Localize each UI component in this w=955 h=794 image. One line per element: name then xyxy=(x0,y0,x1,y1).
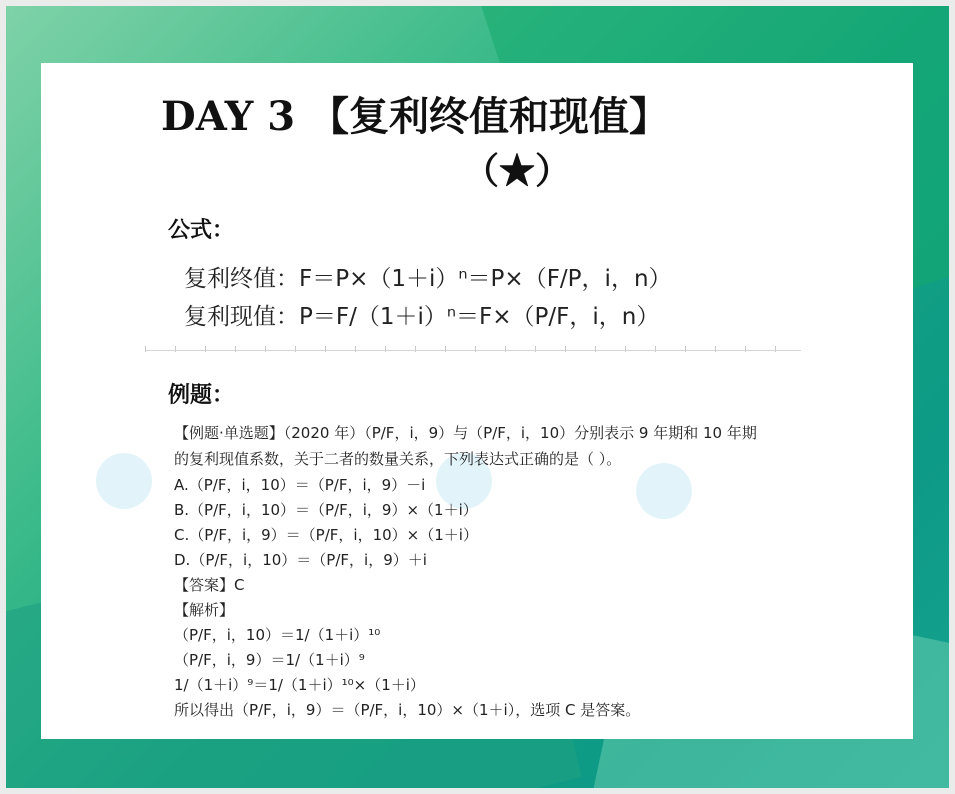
conclusion-line: 所以得出（P/F，i，9）＝（P/F，i，10）×（1＋i），选项 C 是答案。 xyxy=(174,701,641,719)
present-value-formula: 复利现值：P＝F/（1＋i）ⁿ＝F×（P/F，i，n） xyxy=(184,304,660,330)
future-value-formula: 复利终值：F＝P×（1＋i）ⁿ＝P×（F/P，i，n） xyxy=(184,266,672,292)
ruler-ticks xyxy=(145,346,801,352)
slide-title: DAY 3 【复利终值和现值】 xyxy=(161,93,669,140)
formula-heading: 公式： xyxy=(168,217,235,243)
difficulty-star: （★） xyxy=(463,150,572,192)
example-line: 的复利现值系数，关于二者的数量关系，下列表达式正确的是（ ）。 xyxy=(174,450,622,468)
option-d: D.（P/F，i，10）＝（P/F，i，9）＋i xyxy=(174,551,427,569)
analysis-line: 1/（1＋i）⁹＝1/（1＋i）¹⁰×（1＋i） xyxy=(174,676,425,694)
example-line: 【例题·单选题】（2020 年）（P/F，i，9）与（P/F，i，10）分别表示 9 年期和 10 年期 xyxy=(174,424,757,442)
content-card xyxy=(41,63,913,739)
answer-line: 【答案】C xyxy=(174,576,245,594)
ruler-divider xyxy=(145,350,801,351)
analysis-heading: 【解析】 xyxy=(174,601,235,619)
example-heading: 例题： xyxy=(168,382,235,408)
watermark-logo xyxy=(96,453,152,509)
watermark-logo xyxy=(636,463,692,519)
option-c: C.（P/F，i，9）＝（P/F，i，10）×（1＋i） xyxy=(174,526,478,544)
option-b: B.（P/F，i，10）＝（P/F，i，9）×（1＋i） xyxy=(174,501,478,519)
analysis-line: （P/F，i，10）＝1/（1＋i）¹⁰ xyxy=(174,626,381,644)
analysis-line: （P/F，i，9）＝1/（1＋i）⁹ xyxy=(174,651,365,669)
option-a: A.（P/F，i，10）＝（P/F，i，9）－i xyxy=(174,476,426,494)
